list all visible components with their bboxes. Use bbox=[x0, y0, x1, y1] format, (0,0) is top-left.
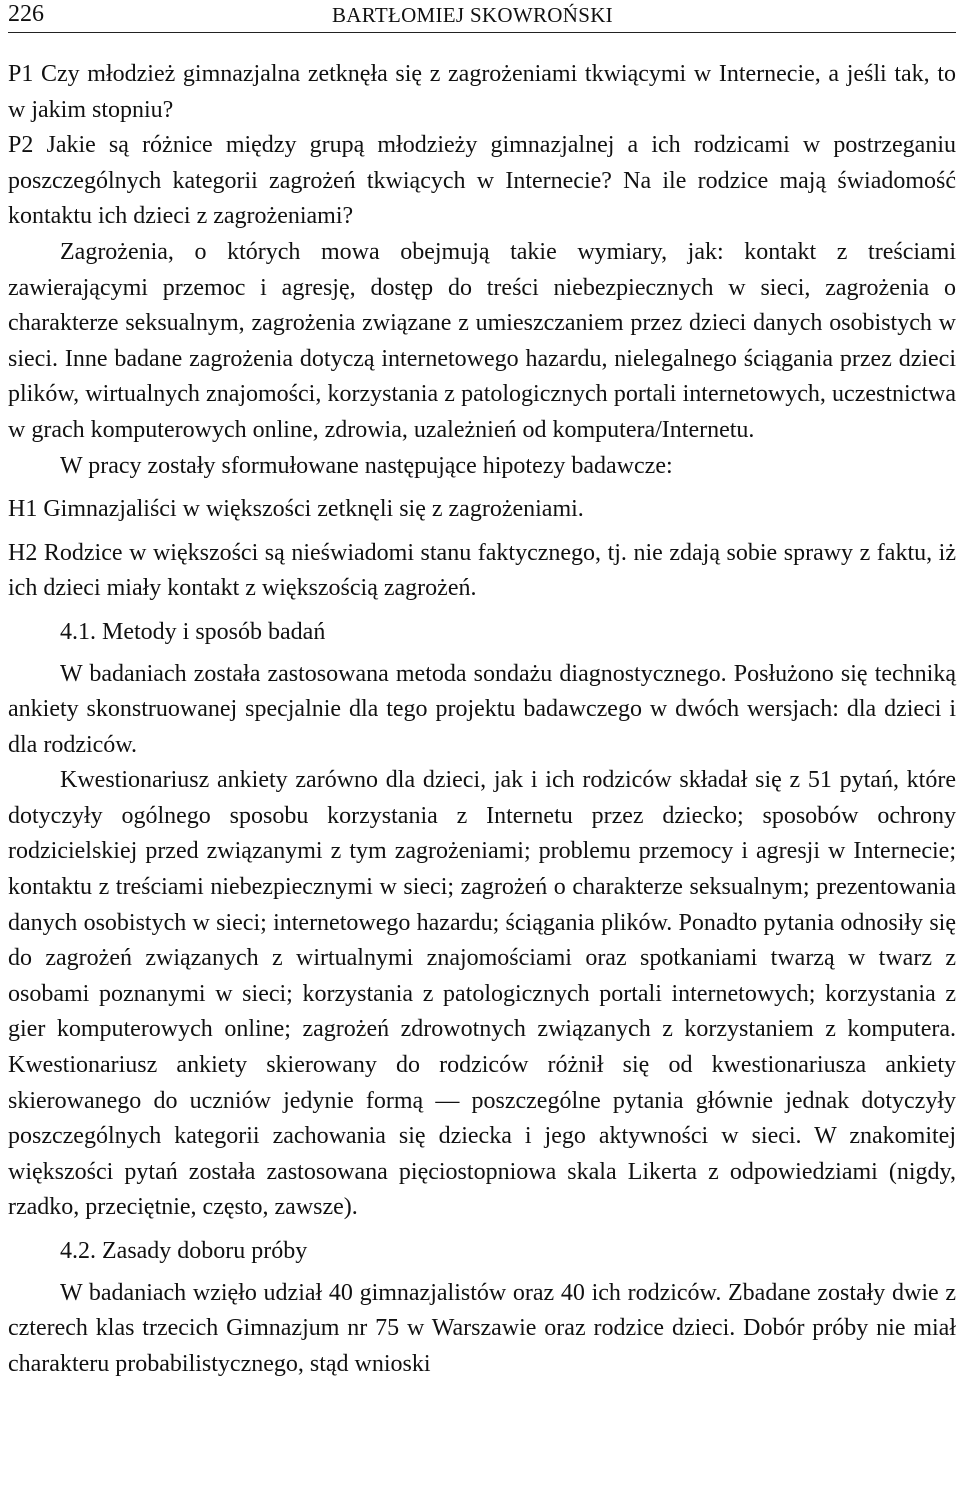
questionnaire-paragraph: Kwestionariusz ankiety zarówno dla dzieci, jak i ich rodziców składał się z 51 pytań, które dotyczyły ogólnego sposobu korzystania z Internetu przez dziecko; sposobów ochrony rodzicielskiej przed związanymi z tym zagrożeniami; problemu przemocy i agresji w Internecie; kontaktu z treściami niebezpiecznymi w sieci; zagrożeń o charakterze seksualnym; prezentowania danych osobistych w sieci; internetowego hazardu; ściągania plików. Ponadto pytania odnosiły się do zagrożeń związanych z wirtualnymi znajomościami oraz spotkaniami twarzą w twarz z osobami poznanymi w sieci; korzystania z patologicznych portali internetowych; korzystania z gier komputerowych online; zagrożeń zdrowotnych związanych z korzystaniem z komputera. Kwestionariusz ankiety skierowany do rodziców różnił się od kwestionariusza ankiety skierowanego do uczniów jedynie formą — poszczególne pytania głównie jednak dotyczyły poszczególnych kategorii zachowania się dziecka i jego aktywności w sieci. W znakomitej większości pytań została zastosowana pięciostopniowa skala Likerta z odpowiedziami (nigdy, rzadko, przeciętnie, często, zawsze). bbox=[8, 767, 956, 1221]
body-text bbox=[8, 57, 956, 1382]
hypothesis-h2: H2 Rodzice w większości są nieświadomi stanu faktycznego, tj. nie zdają sobie sprawy z faktu, iż ich dzieci miały kontakt z większością zagrożeń. bbox=[8, 539, 956, 602]
research-question-p2: P2 Jakie są różnice między grupą młodzieży gimnazjalnej a ich rodzicami w postrzeganiu poszczególnych kategorii zagrożeń tkwiących w Internecie? Na ile rodzice mają świadomość kontaktu ich dzieci z zagrożeniami? bbox=[8, 132, 956, 230]
methods-paragraph: W badaniach została zastosowana metoda sondażu diagnostycznego. Posłużono się techniką ankiety skonstruowanej specjalnie dla tego projektu badawczego w dwóch wersjach: dla dzieci i dla rodziców. bbox=[8, 660, 956, 758]
sample-paragraph: W badaniach wzięło udział 40 gimnazjalistów oraz 40 ich rodziców. Zbadane zostały dwie z czterech klas trzecich Gimnazjum nr 75 w Warszawie oraz rodzice dzieci. Dobór próby nie miał charakteru probabilistycznego, stąd wnioski bbox=[8, 1279, 956, 1377]
research-question-p1: P1 Czy młodzież gimnazjalna zetknęła się z zagrożeniami tkwiącymi w Internecie, a jeśli tak, to w jakim stopniu? bbox=[8, 61, 956, 123]
page-number: 226 bbox=[8, 1, 44, 27]
running-head-author: BARTŁOMIEJ SKOWROŃSKI bbox=[332, 3, 613, 27]
section-heading-4-1: 4.1. Metody i sposób badań bbox=[60, 618, 326, 645]
hypotheses-intro: W pracy zostały sformułowane następujące hipotezy badawcze: bbox=[60, 452, 673, 479]
document-page bbox=[8, 0, 956, 1382]
page-header bbox=[8, 0, 956, 33]
threats-paragraph: Zagrożenia, o których mowa obejmują takie wymiary, jak: kontakt z treściami zawierającymi przemoc i agresję, dostęp do treści niebezpiecznych w sieci, zagrożenia o charakterze seksualnym, zagrożenia związane z umieszczaniem przez dzieci danych osobistych w sieci. Inne badane zagrożenia dotyczą internetowego hazardu, nielegalnego ściągania przez dzieci plików, wirtualnych znajomości, korzystania z patologicznych portali internetowych, uczestnictwa w grach komputerowych online, zdrowia, uzależnień od komputera/Internetu. bbox=[8, 238, 956, 443]
section-heading-4-2: 4.2. Zasady doboru próby bbox=[60, 1238, 308, 1264]
hypothesis-h1: H1 Gimnazjaliści w większości zetknęli się z zagrożeniami. bbox=[8, 496, 584, 523]
